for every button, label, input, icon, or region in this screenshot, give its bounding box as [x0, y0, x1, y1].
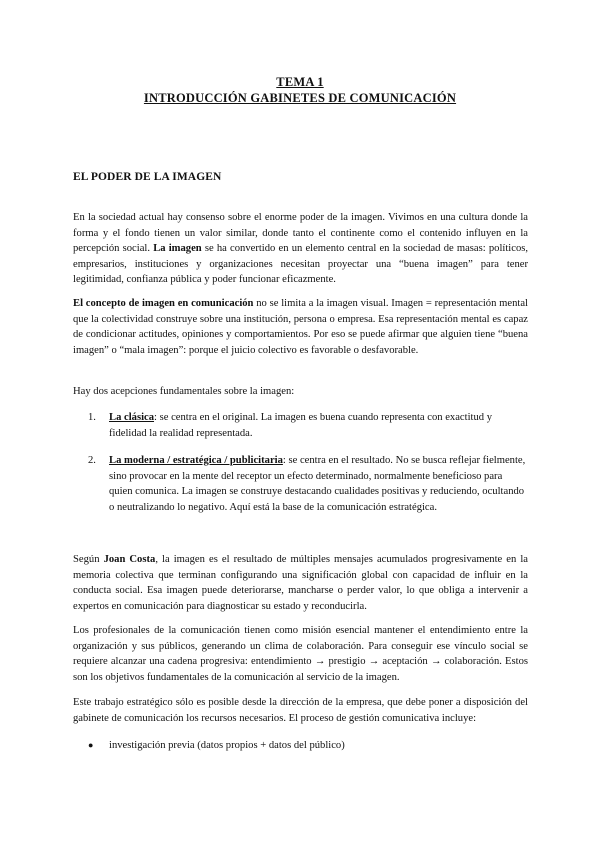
list-item-number: 1. [88, 412, 96, 423]
paragraph-6: Este trabajo estratégico sólo es posible desde la dirección de la empresa, que debe poner a disposición del gabinete de comunicación los recursos necesarios. El proceso de gestión comunicativa incluye: [73, 697, 528, 724]
paragraph-2-bold: El concepto de imagen en comunicación [73, 298, 254, 309]
paragraph-2-text: no se limita a la imagen visual. Imagen = representación mental que la colectividad construye sobre una institución, persona o empresa. Esa representación mental es capaz de condicionar actitudes, opiniones y comportamientos. Por eso se puede afirmar que alguien tiene “buena imagen” o “mala imagen”: porque el juicio colectivo es favorable o desfavorable. [73, 298, 528, 356]
paragraph-1 [73, 210, 528, 288]
bullet-item [88, 738, 528, 754]
list-item-term: La clásica [109, 412, 155, 423]
paragraph-1-bold: La imagen [153, 243, 202, 254]
list-item-text: : se centra en el original. La imagen es buena cuando representa con exactitud y fidelidad la realidad representada. [109, 412, 493, 439]
section-heading: EL PODER DE LA IMAGEN [73, 171, 222, 183]
paragraph-4 [73, 552, 528, 614]
bullet-item-text: investigación previa (datos propios + datos del público) [109, 740, 345, 751]
paragraph-2 [73, 296, 528, 358]
paragraph-4-bold: Joan Costa [103, 554, 156, 565]
paragraph-4-text-a: Según [73, 554, 104, 565]
list-item-body [109, 410, 528, 441]
paragraph-5: Los profesionales de la comunicación tienen como misión esencial mantener el entendimiento entre la organización y sus públicos, generando un clima de colaboración. Para conseguir ese vínculo social se requiere alcanzar una cadena progresiva: entendimiento → prestigio → aceptación → colaboración. Estos son los objetivos fundamentales de la comunicación al servicio de la imagen. [73, 625, 528, 683]
title-block [0, 74, 600, 106]
list-item [88, 410, 528, 441]
list-item-term: La moderna / estratégica / publicitaria [109, 455, 283, 466]
document-title: TEMA 1 [276, 75, 324, 89]
document-subtitle: INTRODUCCIÓN GABINETES DE COMUNICACIÓN [143, 91, 457, 105]
list-item-body [109, 453, 528, 515]
list-item-number: 2. [88, 455, 96, 466]
bullet-icon: ● [88, 740, 94, 750]
list-item [88, 453, 528, 515]
paragraph-3: Hay dos acepciones fundamentales sobre la imagen: [73, 386, 295, 397]
paragraph-1-text-a: En la sociedad actual hay consenso sobre el enorme poder de la imagen. Vivimos en una cultura donde la forma y el fondo tienen un valor similar, donde tanto el continente como el contenido influyen en la percepción social. [73, 212, 528, 254]
paragraph-4-text-b: , la imagen es el resultado de múltiples mensajes acumulados progresivamente en la memoria colectiva que terminan configurando una significación global con capacidad de influir en la conducta social. Esa imagen puede deteriorarse, mancharse o perder valor, lo que obliga a intervenir a expertos en comunicación para diagnosticar su estado y reconducirla. [73, 554, 528, 612]
list-item-text: : se centra en el resultado. No se busca reflejar fielmente, sino provocar en la mente del receptor un efecto determinado, normalmente beneficioso para quien comunica. La imagen se construye destacando cualidades positivas y reduciendo, ocultando o neutralizando lo negativo. Aquí está la base de la comunicación estratégica. [109, 455, 526, 513]
paragraph-1-text-b: se ha convertido en un elemento central en la sociedad de masas: políticos, empresarios, instituciones y organizaciones necesitan proyectar una “buena imagen” para tener legitimidad, confianza pública y poder funcionar eficazmente. [73, 243, 529, 285]
